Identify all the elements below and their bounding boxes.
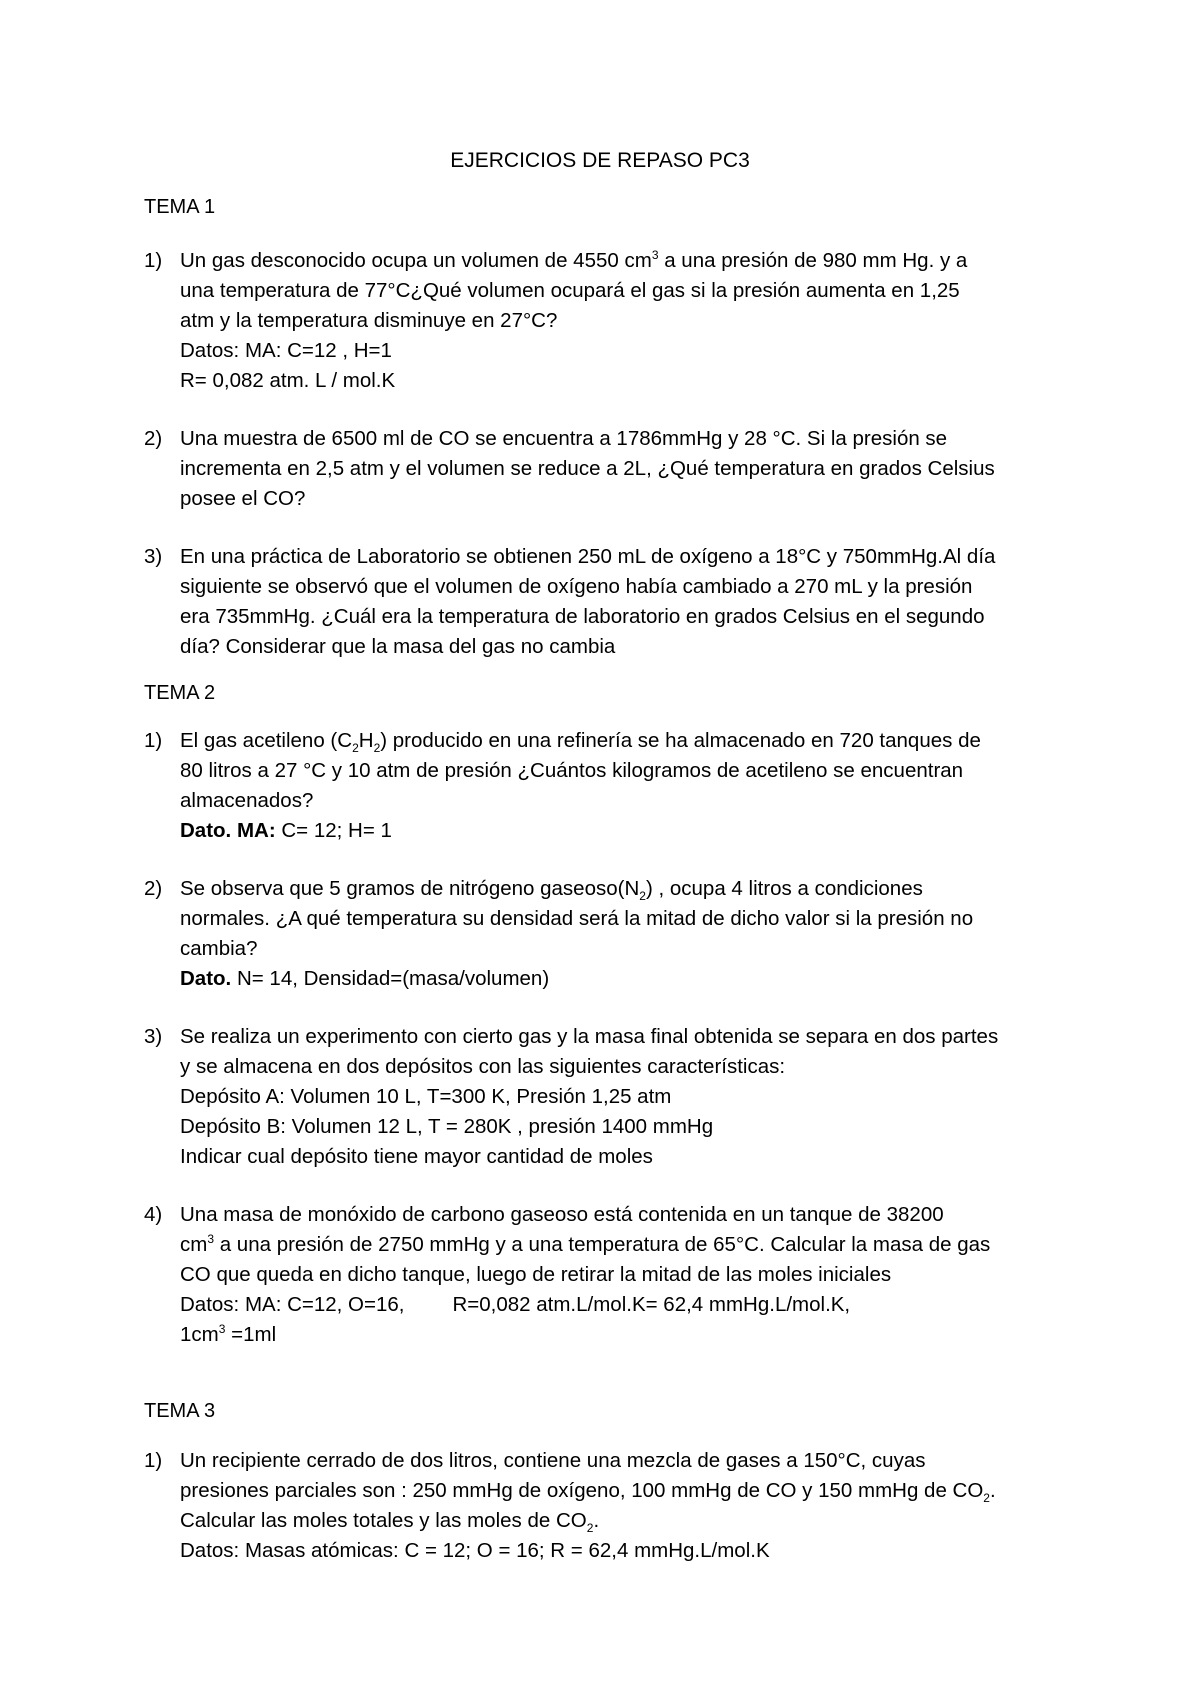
text-line: cambia? (180, 937, 258, 960)
exercise-text (180, 1200, 1090, 1350)
document-title: EJERCICIOS DE REPASO PC3 (450, 149, 750, 172)
exercise-text (180, 424, 1090, 514)
superscript: 3 (207, 1232, 215, 1247)
superscript: 3 (651, 248, 659, 263)
text-line (180, 246, 1090, 276)
text-line: Una muestra de 6500 ml de CO se encuentra a 1786mmHg y 28 °C. Si la presión se (180, 427, 948, 450)
text-span: Se observa que 5 gramos de nitrógeno gaseoso(N (180, 877, 640, 900)
text-line: En una práctica de Laboratorio se obtienen 250 mL de oxígeno a 18°C y 750mmHg.Al día (180, 545, 996, 568)
exercise-number: 2) (144, 877, 163, 900)
text-line: Indicar cual depósito tiene mayor cantidad de moles (180, 1145, 653, 1168)
text-line: Un recipiente cerrado de dos litros, contiene una mezcla de gases a 150°C, cuyas (180, 1449, 926, 1472)
exercise-number: 1) (144, 729, 163, 752)
text-line: CO que queda en dicho tanque, luego de retirar la mitad de las moles iniciales (180, 1263, 892, 1286)
text-line: almacenados? (180, 789, 314, 812)
text-span: presiones parciales son : 250 mmHg de oxígeno, 100 mmHg de CO y 150 mmHg de CO (180, 1479, 984, 1502)
exercise-text (180, 726, 1090, 846)
bold-label: Dato. (180, 967, 232, 990)
text-span: . (593, 1509, 600, 1532)
text-line (180, 726, 1090, 756)
text-line: Depósito B: Volumen 12 L, T = 280K , presión 1400 mmHg (180, 1115, 714, 1138)
text-span: Datos: MA: C=12, O=16, (180, 1293, 405, 1316)
exercise-number: 4) (144, 1203, 163, 1226)
text-line (180, 1506, 1090, 1536)
text-line: siguiente se observó que el volumen de oxígeno había cambiado a 270 mL y la presión (180, 575, 973, 598)
text-span: Calcular las moles totales y las moles de CO (180, 1509, 587, 1532)
exercise-number: 3) (144, 1025, 163, 1048)
text-span: a una presión de 2750 mmHg y a una temperatura de 65°C. Calcular la masa de gas (214, 1233, 991, 1256)
exercise-number: 1) (144, 1449, 163, 1472)
subscript: 2 (983, 1491, 990, 1506)
text-span: H (358, 729, 374, 752)
text-line: Datos: MA: C=12 , H=1 (180, 339, 392, 362)
text-span: =1ml (225, 1323, 277, 1346)
exercise-text (180, 542, 1090, 662)
subscript: 2 (586, 1521, 594, 1536)
text-span: a una presión de 980 mm Hg. y a (658, 249, 968, 272)
text-line: era 735mmHg. ¿Cuál era la temperatura de laboratorio en grados Celsius en el segundo (180, 605, 985, 628)
text-span: R=0,082 atm.L/mol.K= 62,4 mmHg.L/mol.K, (452, 1293, 851, 1316)
text-line (180, 816, 1090, 846)
superscript: 3 (218, 1322, 226, 1337)
text-line: incrementa en 2,5 atm y el volumen se reduce a 2L, ¿Qué temperatura en grados Celsius (180, 457, 995, 480)
text-line: 80 litros a 27 °C y 10 atm de presión ¿Cuántos kilogramos de acetileno se encuentran (180, 759, 964, 782)
text-span: 1cm (180, 1323, 219, 1346)
subscript: 2 (639, 889, 646, 904)
bold-label: Dato. MA: (180, 819, 276, 842)
exercise-text (180, 246, 1090, 396)
text-line: y se almacena en dos depósitos con las siguientes características: (180, 1055, 786, 1078)
section-heading-tema-3: TEMA 3 (144, 1400, 216, 1422)
text-span: C= 12; H= 1 (275, 819, 392, 842)
text-line: día? Considerar que la masa del gas no cambia (180, 635, 616, 658)
exercise-text (180, 1022, 1090, 1172)
text-line (180, 964, 1090, 994)
exercise-number: 1) (144, 249, 163, 272)
text-line: normales. ¿A qué temperatura su densidad será la mitad de dicho valor si la presión no (180, 907, 974, 930)
text-line: atm y la temperatura disminuye en 27°C? (180, 309, 558, 332)
exercise-number: 3) (144, 545, 163, 568)
text-span: ) producido en una refinería se ha almacenado en 720 tanques de (380, 729, 981, 752)
subscript: 2 (373, 741, 381, 756)
text-line (180, 1290, 1090, 1320)
text-span: . (989, 1479, 996, 1502)
text-span: cm (180, 1233, 208, 1256)
text-span: Un gas desconocido ocupa un volumen de 4550 cm (180, 249, 652, 272)
subscript: 2 (352, 741, 359, 756)
text-line: Una masa de monóxido de carbono gaseoso está contenida en un tanque de 38200 (180, 1203, 944, 1226)
text-line (180, 1320, 1090, 1350)
section-heading-tema-1: TEMA 1 (144, 196, 216, 218)
section-heading-tema-2: TEMA 2 (144, 682, 216, 704)
text-span: N= 14, Densidad=(masa/volumen) (231, 967, 550, 990)
exercise-text (180, 1446, 1090, 1566)
text-line: R= 0,082 atm. L / mol.K (180, 369, 396, 392)
text-line: una temperatura de 77°C¿Qué volumen ocupará el gas si la presión aumenta en 1,25 (180, 279, 960, 302)
text-line (180, 1476, 1090, 1506)
text-span: El gas acetileno (C (180, 729, 353, 752)
text-line (180, 1230, 1090, 1260)
exercise-number: 2) (144, 427, 163, 450)
text-span: ) , ocupa 4 litros a condiciones (645, 877, 923, 900)
text-line (180, 874, 1090, 904)
text-line: posee el CO? (180, 487, 306, 510)
text-line: Se realiza un experimento con cierto gas y la masa final obtenida se separa en dos partes (180, 1025, 999, 1048)
text-line: Datos: Masas atómicas: C = 12; O = 16; R = 62,4 mmHg.L/mol.K (180, 1539, 770, 1562)
exercise-text (180, 874, 1090, 994)
text-line: Depósito A: Volumen 10 L, T=300 K, Presión 1,25 atm (180, 1085, 672, 1108)
